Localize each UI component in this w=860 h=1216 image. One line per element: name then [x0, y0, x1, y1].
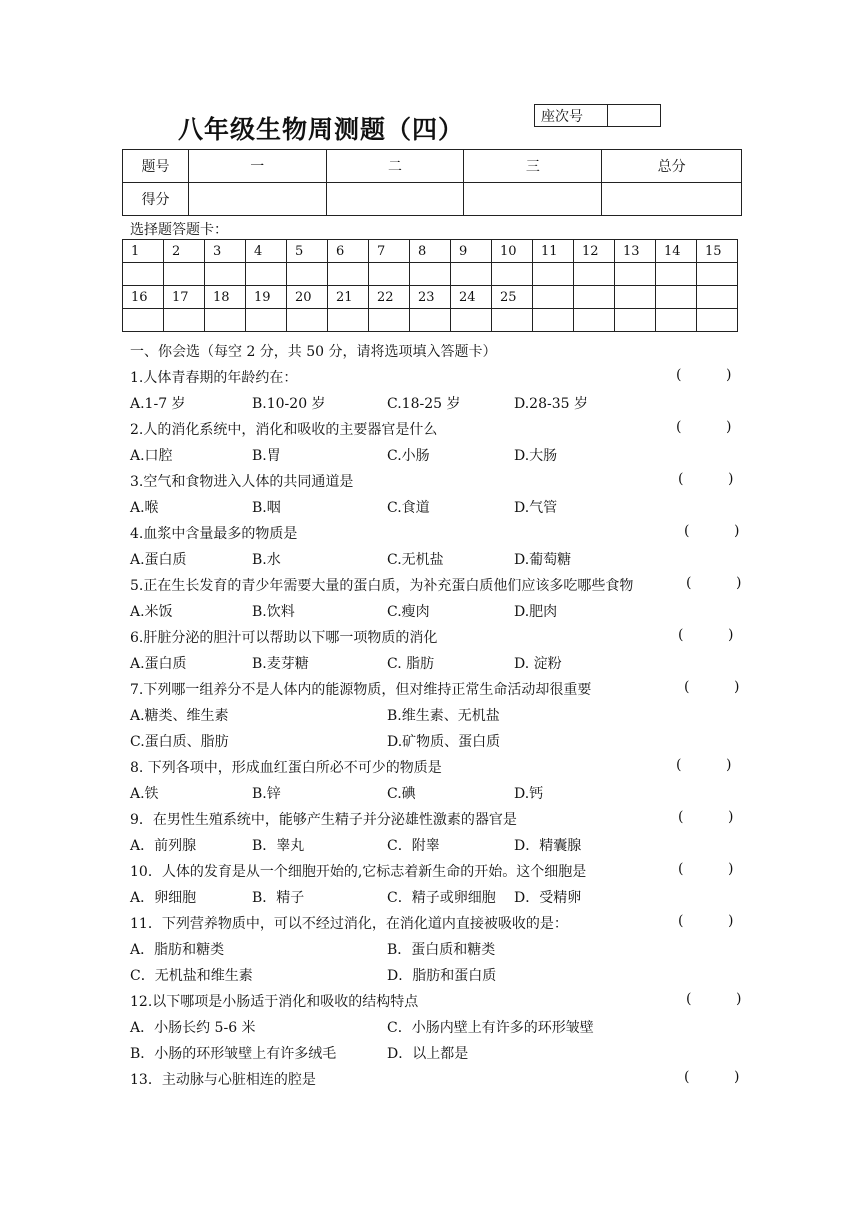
- answer-card-number: 18: [205, 286, 246, 309]
- answer-card-number: 3: [205, 240, 246, 263]
- score-header-cell: 总分: [602, 150, 742, 183]
- answer-card-number: [697, 286, 738, 309]
- option: B．精子: [252, 890, 305, 906]
- answer-blank[interactable]: ( ): [684, 523, 740, 539]
- option: B.饮料: [252, 604, 295, 620]
- answer-card-number: 16: [123, 286, 164, 309]
- question-text: 9．在男性生殖系统中，能够产生精子并分泌雄性激素的器官是: [130, 812, 517, 828]
- answer-card-number: 11: [533, 240, 574, 263]
- answer-card-blank[interactable]: [410, 263, 451, 286]
- option: A．脂肪和糖类: [130, 942, 225, 958]
- answer-card-blank[interactable]: [369, 263, 410, 286]
- option: D．脂肪和蛋白质: [387, 968, 497, 984]
- option: A．前列腺: [130, 838, 197, 854]
- answer-card-blank[interactable]: [123, 309, 164, 332]
- answer-card-blank[interactable]: [656, 309, 697, 332]
- answer-card-blank[interactable]: [615, 309, 656, 332]
- answer-card-blank[interactable]: [533, 263, 574, 286]
- answer-card-table: [122, 239, 738, 332]
- option: C．小肠内壁上有许多的环形皱壁: [387, 1020, 594, 1036]
- score-cell[interactable]: [188, 183, 326, 216]
- answer-card-blank[interactable]: [492, 309, 533, 332]
- score-cell[interactable]: [464, 183, 602, 216]
- option: D.气管: [514, 500, 558, 516]
- option: A．小肠长约 5-6 米: [130, 1020, 256, 1036]
- option: B.咽: [252, 500, 281, 516]
- answer-blank[interactable]: ( ): [686, 575, 742, 591]
- answer-blank[interactable]: ( ): [678, 861, 734, 877]
- option: C.碘: [387, 786, 416, 802]
- option: C．精子或卵细胞: [387, 890, 496, 906]
- score-table: [122, 149, 742, 216]
- section-heading: 一、你会选（每空 2 分，共 50 分，请将选项填入答题卡）: [130, 344, 497, 360]
- answer-card-blank[interactable]: [574, 309, 615, 332]
- seat-label: 座次号: [535, 105, 608, 127]
- answer-blank[interactable]: ( ): [684, 1069, 740, 1085]
- question-text: 3.空气和食物进入人体的共同通道是: [130, 474, 354, 490]
- question-text: 11．下列营养物质中，可以不经过消化，在消化道内直接被吸收的是：: [130, 916, 568, 932]
- answer-card-blank[interactable]: [656, 263, 697, 286]
- option: A．卵细胞: [130, 890, 197, 906]
- option: B．蛋白质和糖类: [387, 942, 496, 958]
- answer-card-number: [615, 286, 656, 309]
- option: D.肥肉: [514, 604, 558, 620]
- answer-card-number: 13: [615, 240, 656, 263]
- option: A.米饭: [130, 604, 173, 620]
- option: C. 脂肪: [387, 656, 435, 672]
- answer-card-blank[interactable]: [328, 309, 369, 332]
- score-row-label: 得分: [123, 183, 189, 216]
- option: C.18-25 岁: [387, 396, 461, 412]
- answer-card-number: 15: [697, 240, 738, 263]
- exam-title: 八年级生物周测题（四）: [178, 115, 465, 144]
- option: C．附睾: [387, 838, 440, 854]
- seat-value[interactable]: [608, 105, 661, 127]
- answer-card-blank[interactable]: [451, 263, 492, 286]
- option: A.1-7 岁: [130, 396, 186, 412]
- option: D．精囊腺: [514, 838, 582, 854]
- answer-card-number: 10: [492, 240, 533, 263]
- option: D．以上都是: [387, 1046, 469, 1062]
- option: D.葡萄糖: [514, 552, 572, 568]
- option: B.水: [252, 552, 281, 568]
- question-text: 6.肝脏分泌的胆汁可以帮助以下哪一项物质的消化: [130, 630, 438, 646]
- answer-card-number: 21: [328, 286, 369, 309]
- answer-card-blank[interactable]: [287, 263, 328, 286]
- option: B．小肠的环形皱壁上有许多绒毛: [130, 1046, 337, 1062]
- answer-card-number: 6: [328, 240, 369, 263]
- option: B.锌: [252, 786, 281, 802]
- answer-blank[interactable]: ( ): [678, 471, 734, 487]
- answer-card-number: 9: [451, 240, 492, 263]
- option: C.无机盐: [387, 552, 444, 568]
- answer-card-blank[interactable]: [615, 263, 656, 286]
- answer-card-number: [656, 286, 697, 309]
- question-text: 12.以下哪项是小肠适于消化和吸收的结构特点: [130, 994, 419, 1010]
- option: A.蛋白质: [130, 552, 187, 568]
- question-text: 2.人的消化系统中，消化和吸收的主要器官是什么: [130, 422, 438, 438]
- answer-card-blank[interactable]: [574, 263, 615, 286]
- option: C.蛋白质、脂肪: [130, 734, 229, 750]
- answer-card-number: 4: [246, 240, 287, 263]
- option: B.维生素、无机盐: [387, 708, 500, 724]
- answer-card-blank[interactable]: [492, 263, 533, 286]
- score-header-cell: 题号: [123, 150, 189, 183]
- question-text: 7.下列哪一组养分不是人体内的能源物质，但对维持正常生命活动却很重要: [130, 682, 592, 698]
- option: B.麦芽糖: [252, 656, 309, 672]
- option: A.蛋白质: [130, 656, 187, 672]
- answer-card-blank[interactable]: [205, 263, 246, 286]
- answer-card-blank[interactable]: [533, 309, 574, 332]
- question-text: 1.人体青春期的年龄约在：: [130, 370, 298, 386]
- answer-blank[interactable]: ( ): [676, 757, 732, 773]
- answer-card-number: [533, 286, 574, 309]
- option: C.瘦肉: [387, 604, 430, 620]
- answer-blank[interactable]: ( ): [676, 419, 732, 435]
- answer-blank[interactable]: ( ): [684, 679, 740, 695]
- option: C．无机盐和维生素: [130, 968, 253, 984]
- answer-card-number: 8: [410, 240, 451, 263]
- option: A.糖类、维生素: [130, 708, 229, 724]
- question-text: 4.血浆中含量最多的物质是: [130, 526, 298, 542]
- seat-number-box: [534, 104, 661, 127]
- score-header-cell: 二: [326, 150, 464, 183]
- answer-card-number: 23: [410, 286, 451, 309]
- answer-card-number: 12: [574, 240, 615, 263]
- answer-blank[interactable]: ( ): [686, 991, 742, 1007]
- option: B．睾丸: [252, 838, 305, 854]
- answer-card-number: 1: [123, 240, 164, 263]
- question-text: 10．人体的发育是从一个细胞开始的,它标志着新生命的开始。这个细胞是: [130, 864, 587, 880]
- answer-card-blank[interactable]: [369, 309, 410, 332]
- answer-card-number: 24: [451, 286, 492, 309]
- option: D.矿物质、蛋白质: [387, 734, 501, 750]
- question-text: 13．主动脉与心脏相连的腔是: [130, 1072, 316, 1088]
- answer-card-blank[interactable]: [246, 263, 287, 286]
- answer-card-number: 5: [287, 240, 328, 263]
- answer-card-blank[interactable]: [205, 309, 246, 332]
- answer-card-number: 17: [164, 286, 205, 309]
- answer-card-number: 2: [164, 240, 205, 263]
- answer-card-number: 22: [369, 286, 410, 309]
- score-cell[interactable]: [602, 183, 742, 216]
- answer-card-number: 25: [492, 286, 533, 309]
- answer-card-blank[interactable]: [287, 309, 328, 332]
- answer-blank[interactable]: ( ): [678, 627, 734, 643]
- answer-card-number: 20: [287, 286, 328, 309]
- option: A.喉: [130, 500, 159, 516]
- answer-card-number: 14: [656, 240, 697, 263]
- option: D. 淀粉: [514, 656, 562, 672]
- answer-blank[interactable]: ( ): [678, 913, 734, 929]
- option: C.食道: [387, 500, 430, 516]
- answer-card-blank[interactable]: [123, 263, 164, 286]
- answer-card-blank[interactable]: [328, 263, 369, 286]
- option: A.铁: [130, 786, 159, 802]
- answer-card-blank[interactable]: [451, 309, 492, 332]
- answer-card-number: [574, 286, 615, 309]
- option: D.钙: [514, 786, 544, 802]
- score-header-cell: 一: [188, 150, 326, 183]
- answer-card-number: 7: [369, 240, 410, 263]
- question-text: 8. 下列各项中，形成血红蛋白所必不可少的物质是: [130, 760, 442, 776]
- answer-card-blank[interactable]: [164, 309, 205, 332]
- answer-card-label: 选择题答题卡：: [130, 222, 228, 238]
- option: A.口腔: [130, 448, 173, 464]
- answer-blank[interactable]: ( ): [678, 809, 734, 825]
- option: D.大肠: [514, 448, 558, 464]
- answer-card-blank[interactable]: [164, 263, 205, 286]
- option: D.28-35 岁: [514, 396, 588, 412]
- question-text: 5.正在生长发育的青少年需要大量的蛋白质，为补充蛋白质他们应该多吃哪些食物: [130, 578, 634, 594]
- answer-card-blank[interactable]: [697, 309, 738, 332]
- answer-card-blank[interactable]: [246, 309, 287, 332]
- answer-blank[interactable]: ( ): [676, 367, 732, 383]
- score-cell[interactable]: [326, 183, 464, 216]
- option: B.胃: [252, 448, 281, 464]
- option: C.小肠: [387, 448, 430, 464]
- score-header-cell: 三: [464, 150, 602, 183]
- answer-card-number: 19: [246, 286, 287, 309]
- answer-card-blank[interactable]: [410, 309, 451, 332]
- answer-card-blank[interactable]: [697, 263, 738, 286]
- option: D．受精卵: [514, 890, 582, 906]
- option: B.10-20 岁: [252, 396, 326, 412]
